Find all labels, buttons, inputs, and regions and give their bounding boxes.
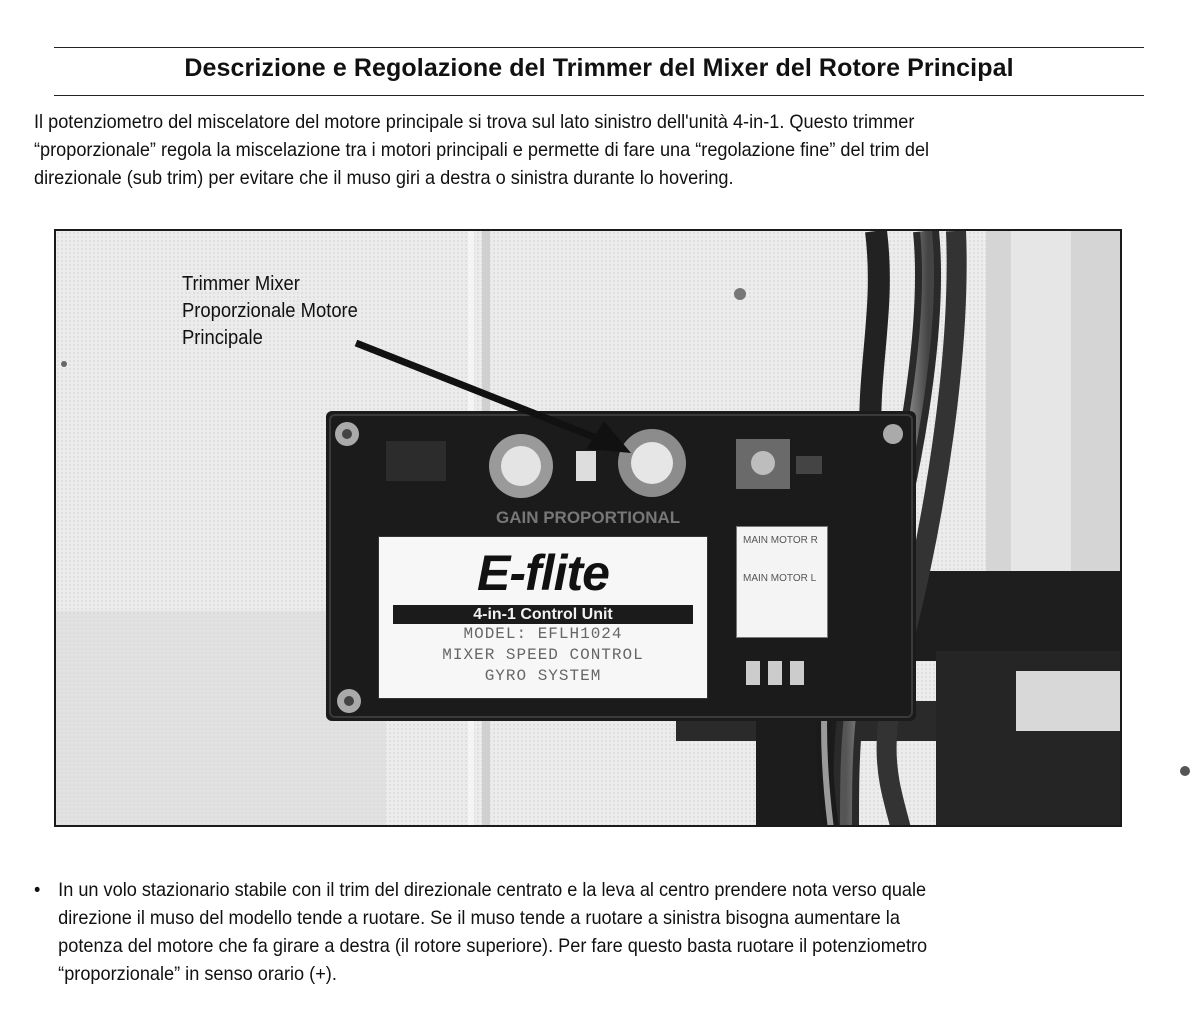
tag-line: MAIN MOTOR R	[743, 535, 818, 546]
trimmer-callout	[182, 271, 358, 352]
label-line: GYRO SYSTEM	[484, 667, 602, 685]
scan-speck	[1180, 766, 1190, 776]
board-silkscreen: GAIN PROPORTIONAL	[496, 508, 681, 527]
intro-line: “proporzionale” regola la miscelazione tra i motori principali e permette di fare una “regolazione fine” del trim del	[34, 139, 930, 161]
top-rule	[54, 47, 1144, 48]
photo-speck	[734, 288, 746, 300]
motor-housing-shade	[1011, 231, 1071, 611]
bullet-line: potenza del motore che fa girare a destra (il rotore superiore). Per fare questo basta ruotare il potenziometro	[58, 935, 928, 957]
connector	[768, 661, 782, 685]
proportional-pot-knob	[631, 442, 673, 484]
motor-connector-tag	[736, 526, 828, 638]
label-line: MIXER SPEED CONTROL	[442, 646, 644, 664]
screw	[883, 424, 903, 444]
smd-component	[576, 451, 596, 481]
tag-line: MAIN MOTOR L	[743, 573, 817, 584]
instruction-bullet	[34, 876, 1076, 988]
screw	[342, 429, 352, 439]
model-number: MODEL: EFLH1024	[463, 625, 623, 643]
connector	[790, 661, 804, 685]
bullet-line: direzione il muso del modello tende a ruotare. Se il muso tende a ruotare a sinistra bisogna aumentare la	[58, 907, 900, 929]
bullet-content	[58, 876, 1075, 988]
screw	[344, 696, 354, 706]
title-underline	[54, 95, 1144, 96]
frame-bar	[916, 571, 1122, 661]
smd-component	[796, 456, 822, 474]
callout-line: Trimmer Mixer	[182, 273, 300, 295]
product-label	[378, 536, 708, 699]
bullet-line: “proporzionale” in senso orario (+).	[58, 963, 337, 985]
intro-paragraph	[34, 108, 1085, 192]
bullet-symbol: •	[34, 879, 41, 901]
brand-logo: E-flite	[477, 545, 609, 601]
callout-line: Proporzionale Motore	[182, 300, 358, 322]
gain-pot-knob	[501, 446, 541, 486]
product-name: 4-in-1 Control Unit	[393, 605, 693, 624]
intro-line: Il potenziometro del miscelatore del motore principale si trova sul lato sinistro dell'unità 4-in-1. Questo trimmer	[34, 111, 915, 133]
intro-line: direzionale (sub trim) per evitare che il muso giri a destra o sinistra durante lo hovering.	[34, 167, 734, 189]
photo-speck	[61, 361, 67, 367]
bullet-line: In un volo stazionario stabile con il trim del direzionale centrato e la leva al centro prendere nota verso quale	[58, 879, 927, 901]
frame-plate	[1016, 671, 1122, 731]
section-title: Descrizione e Regolazione del Trimmer del Mixer del Rotore Principal	[184, 54, 1014, 82]
connector	[746, 661, 760, 685]
smd-component	[386, 441, 446, 481]
callout-line: Principale	[182, 327, 263, 349]
gyro-chip-dot	[751, 451, 775, 475]
unit-photo	[54, 229, 1122, 827]
